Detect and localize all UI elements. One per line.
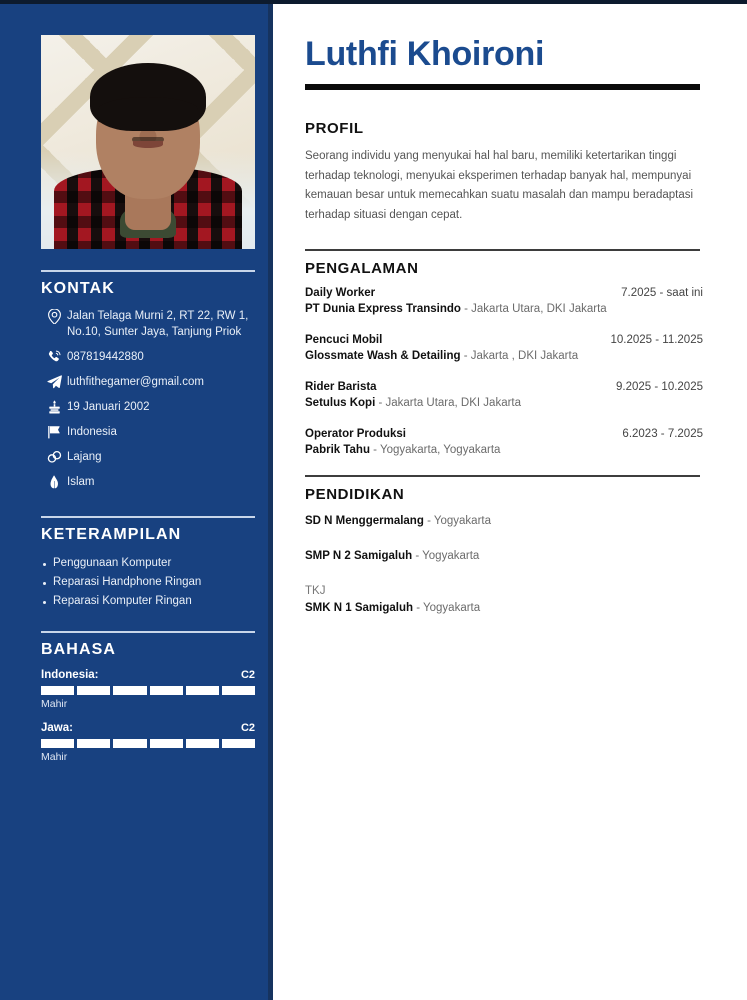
profile-heading: PROFIL xyxy=(305,120,364,138)
languages-heading: BAHASA xyxy=(41,641,117,658)
language-level: C2 xyxy=(240,722,255,734)
bar-segment xyxy=(150,739,183,748)
language-level-bar xyxy=(41,686,255,695)
school-name: SMP N 2 Samigaluh xyxy=(305,550,413,563)
contact-row-nationality xyxy=(41,424,255,440)
contact-row-address xyxy=(41,308,255,340)
map-pin-icon xyxy=(41,308,67,324)
experience-entry xyxy=(305,287,703,318)
language-item-jawa xyxy=(41,722,255,763)
paper-plane-icon xyxy=(41,374,67,389)
contact-phone-text: 087819442880 xyxy=(67,351,144,363)
bar-segment xyxy=(77,739,110,748)
bar-segment xyxy=(77,686,110,695)
job-date: 7.2025 - saat ini xyxy=(621,287,703,300)
job-title: Rider Barista xyxy=(305,381,377,394)
list-item: Reparasi Handphone Ringan xyxy=(41,573,255,592)
sidebar xyxy=(0,4,272,1000)
language-item-indonesia xyxy=(41,669,255,710)
bar-segment xyxy=(113,739,146,748)
bar-segment xyxy=(222,739,255,748)
list-item: Penggunaan Komputer xyxy=(41,554,255,573)
job-title: Operator Produksi xyxy=(305,428,406,441)
school-name: SD N Menggermalang xyxy=(305,515,424,528)
page-title: Luthfi Khoironi xyxy=(305,35,545,73)
education-entry xyxy=(305,548,703,565)
language-proficiency-label: Mahir xyxy=(41,751,68,763)
job-title: Pencuci Mobil xyxy=(305,334,383,347)
contact-divider xyxy=(41,270,255,272)
job-location: - Jakarta Utara, DKI Jakarta xyxy=(464,303,607,316)
languages-section xyxy=(41,631,255,775)
main-column xyxy=(305,0,703,635)
languages-divider xyxy=(41,631,255,633)
contact-nationality-text: Indonesia xyxy=(67,426,117,438)
education-entry xyxy=(305,583,703,617)
experience-divider xyxy=(305,249,700,251)
experience-entry xyxy=(305,334,703,365)
contact-heading: KONTAK xyxy=(41,280,115,297)
language-level-bar xyxy=(41,739,255,748)
skills-heading: KETERAMPILAN xyxy=(41,526,182,543)
job-company: Glossmate Wash & Detailing xyxy=(305,350,461,363)
praying-hands-icon xyxy=(41,474,67,490)
bar-segment xyxy=(41,739,74,748)
language-level: C2 xyxy=(240,669,255,681)
school-location: - Yogyakarta xyxy=(416,602,481,615)
skills-list xyxy=(41,554,255,611)
job-date: 9.2025 - 10.2025 xyxy=(616,381,703,394)
job-date: 10.2025 - 11.2025 xyxy=(610,334,703,347)
portrait-photo xyxy=(41,35,255,249)
contact-marital-status-text: Lajang xyxy=(67,451,102,463)
contact-row-email xyxy=(41,374,255,390)
contact-section xyxy=(41,270,255,499)
experience-heading: PENGALAMAN xyxy=(305,260,419,278)
experience-entry xyxy=(305,428,703,459)
job-date: 6.2023 - 7.2025 xyxy=(622,428,703,441)
job-company: Setulus Kopi xyxy=(305,397,376,410)
profile-text: Seorang individu yang menyukai hal hal baru, memiliki ketertarikan tinggi terhadap teknologi, menyukai eksperimen terhadap banyak hal, mempunyai kemauan besar untuk memecahkan suatu masalah dan mampu beradaptasi terhadap situasi dengan cepat. xyxy=(305,150,694,221)
study-program: TKJ xyxy=(305,585,326,598)
language-proficiency-label: Mahir xyxy=(41,698,68,710)
bar-segment xyxy=(186,739,219,748)
contact-religion-text: Islam xyxy=(67,476,95,488)
hair xyxy=(90,63,206,131)
birthday-cake-icon xyxy=(41,399,67,415)
contact-birthdate-text: 19 Januari 2002 xyxy=(67,401,150,413)
contact-row-phone xyxy=(41,349,255,365)
experience-entry xyxy=(305,381,703,412)
job-location: - Jakarta , DKI Jakarta xyxy=(463,350,579,363)
contact-row-religion xyxy=(41,474,255,490)
rings-icon xyxy=(41,449,67,464)
flag-icon xyxy=(41,424,67,439)
education-entry xyxy=(305,513,703,530)
list-item: Reparasi Komputer Ringan xyxy=(41,592,255,611)
experience-section xyxy=(305,249,703,459)
job-location: - Jakarta Utara, DKI Jakarta xyxy=(378,397,522,410)
school-location: - Yogyakarta xyxy=(427,515,491,528)
education-divider xyxy=(305,475,700,477)
skills-section xyxy=(41,516,255,611)
phone-icon xyxy=(41,349,67,364)
bar-segment xyxy=(113,686,146,695)
contact-address-text: Jalan Telaga Murni 2, RT 22, RW 1, No.10, Sunter Jaya, Tanjung Priok xyxy=(67,310,249,338)
contact-row-marital-status xyxy=(41,449,255,465)
language-name: Indonesia: xyxy=(41,669,99,681)
avatar xyxy=(41,35,255,249)
contact-row-birthdate xyxy=(41,399,255,415)
school-name: SMK N 1 Samigaluh xyxy=(305,602,413,615)
education-section xyxy=(305,475,703,617)
bar-segment xyxy=(150,686,183,695)
contact-email-text: luthfithegamer@gmail.com xyxy=(67,376,204,388)
school-location: - Yogyakarta xyxy=(415,550,480,563)
mouth xyxy=(133,141,163,148)
bar-segment xyxy=(186,686,219,695)
sidebar-edge xyxy=(268,4,273,1000)
title-rule xyxy=(305,84,700,90)
bar-segment xyxy=(41,686,74,695)
language-name: Jawa: xyxy=(41,722,73,734)
job-title: Daily Worker xyxy=(305,287,376,300)
skills-divider xyxy=(41,516,255,518)
job-company: Pabrik Tahu xyxy=(305,444,370,457)
education-heading: PENDIDIKAN xyxy=(305,486,405,504)
bar-segment xyxy=(222,686,255,695)
profile-section xyxy=(305,120,703,225)
job-company: PT Dunia Express Transindo xyxy=(305,303,461,316)
job-location: - Yogyakarta, Yogyakarta xyxy=(373,444,501,457)
